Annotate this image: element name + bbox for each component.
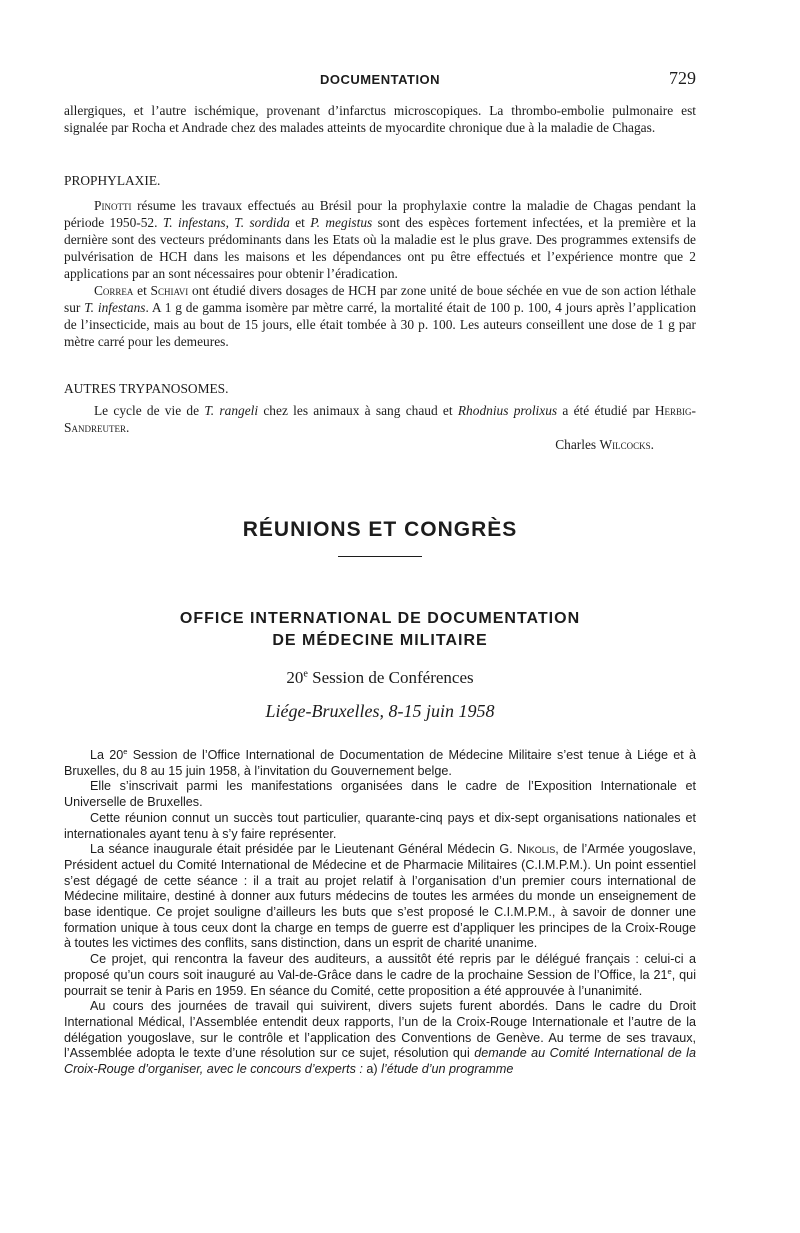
page-number: 729: [669, 68, 696, 88]
report-paragraph-5: Ce projet, qui rencontra la faveur des auditeurs, a aussitôt été repris par le délégué français : celui-ci a proposé qu’un cours soit inauguré au Val-de-Grâce dans le cadre de la prochaine Session de l’Office, la 21e, qui pourrait se tenir à Paris en 1959. En séance du Comité, cette proposition a été approuvée à l’unanimité.: [64, 952, 696, 998]
prophylaxie-section: [64, 172, 696, 350]
report-paragraph-3: Cette réunion connut un succès tout particulier, quarante-cinq pays et dix-sept organisations nationales et internationales ayant tenu à s’y faire représenter.: [64, 810, 696, 841]
species-name: P. megistus: [310, 215, 373, 230]
author-name: Herbig-Sandreuter: [64, 403, 696, 435]
autres-paragraph: Le cycle de vie de T. rangeli chez les animaux à sang chaud et Rhodnius prolixus a été étudié par Herbig-Sandreuter.: [64, 403, 696, 435]
reunions-header: [64, 518, 696, 557]
species-name: T. infestans: [84, 300, 146, 315]
species-name: T. sordida: [234, 215, 290, 230]
prophylaxie-paragraph-1: Pinotti résume les travaux effectués au Brésil pour la prophylaxie contre la maladie de Chagas pendant la période 1950-52. T. infestans, T. sordida et P. megistus sont des espèces fortement infectées, et la première et la dernière sont des vecteurs prédominants dans les Etats où la maladie est le plus grave. Des programmes extensifs de pulvérisation de HCH dans les maisons et les dépendances ont pu être effectués et l’expérience montre que 2 applications par an sont nécessaires pour obtenir l’éradication.: [64, 198, 696, 281]
organization-title-line-1: OFFICE INTERNATIONAL DE DOCUMENTATION: [179, 610, 581, 627]
species-name: T. infestans: [162, 215, 226, 230]
author-name: Correa: [94, 283, 134, 298]
report-paragraph-4: La séance inaugurale était présidée par le Lieutenant Général Médecin G. Nikolis, de l’Armée yougoslave, Président actuel du Comité International de Médecine et de Pharmacie Militaires (C.I.M.P.M.). Un point essentiel s’est dégagé de cette séance : il a trait au projet relatif à l’organisation d’un premier cours international de Médecine militaire, destiné à donner aux futurs médecins de toutes les armées du monde un enseignement de base identique. Ce projet souligne d’ailleurs les buts que s’est proposé le C.I.M.P.M., à savoir de donner une formation unique à tous ceux dont la charge en temps de guerre est d’appliquer les principes de la Croix-Rouge à toutes les victimes des conflits, sans distinction, dans un esprit de charité unanime.: [64, 842, 696, 951]
person-name: Nikolis: [517, 842, 556, 857]
running-title: DOCUMENTATION: [319, 72, 441, 87]
conference-report: [64, 748, 696, 1078]
author-name: Pinotti: [94, 198, 132, 213]
species-name: Rhodnius prolixus: [457, 403, 558, 418]
page-header: [64, 68, 696, 90]
session-title: 20e Session de Conférences: [286, 668, 474, 687]
organization-title-line-2: DE MÉDECINE MILITAIRE: [272, 632, 488, 649]
report-paragraph-1: La 20e Session de l’Office International de Documentation de Médecine Militaire s’est tenue à Liége et à Bruxelles, du 8 au 15 juin 1958, à l’invitation du Gouvernement belge.: [64, 746, 696, 778]
author-name: Schiavi: [150, 283, 189, 298]
autres-heading: AUTRES TRYPANOSOMES.: [64, 381, 229, 396]
prophylaxie-paragraph-2: Correa et Schiavi ont étudié divers dosages de HCH par zone unité de boue séchée en vue de son action léthale sur T. infestans. A 1 g de gamma isomère par mètre carré, la mortalité était de 100 p. 100, 4 jours après l’application de l’insecticide, mais au bout de 15 jours, elle était tombée à 30 p. 100. Les auteurs conseillent une dose de 1 g par mètre carré pour les demeures.: [64, 283, 697, 349]
autres-trypanosomes-section: [64, 380, 696, 453]
report-paragraph-2: Elle s’inscrivait parmi les manifestations organisées dans le cadre de l’Exposition Internationale et Universelle de Bruxelles.: [64, 779, 696, 810]
venue-dates: Liége-Bruxelles, 8-15 juin 1958: [265, 701, 495, 721]
section-title: RÉUNIONS ET CONGRÈS: [242, 518, 518, 541]
prophylaxie-heading: PROPHYLAXIE.: [64, 173, 161, 188]
conference-header: [64, 608, 696, 724]
report-paragraph-6: Au cours des journées de travail qui suivirent, divers sujets furent abordés. Dans le cadre du Droit International Médical, l’Assemblée entendit deux rapports, l’un de la Croix-Rouge Internationale et l’autre de la délégation yougoslave, sur le contrôle et l’application des Conventions de Genève. Au terme de ses travaux, l’Assemblée adopta le texte d’une résolution sur ce sujet, résolution qui demande au Comité International de la Croix-Rouge d’organiser, avec le concours d’experts : a) l’étude d’un programme: [64, 999, 696, 1077]
species-name: T. rangeli: [204, 403, 259, 418]
signature: Charles Wilcocks.: [555, 437, 654, 452]
continuation-paragraph: allergiques, et l’autre ischémique, provenant d’infarctus microscopiques. La thrombo-embolie pulmonaire est signalée par Rocha et Andrade chez des malades atteints de myocardite chronique due à la maladie de Chagas.: [64, 103, 696, 135]
title-rule: [338, 556, 422, 557]
